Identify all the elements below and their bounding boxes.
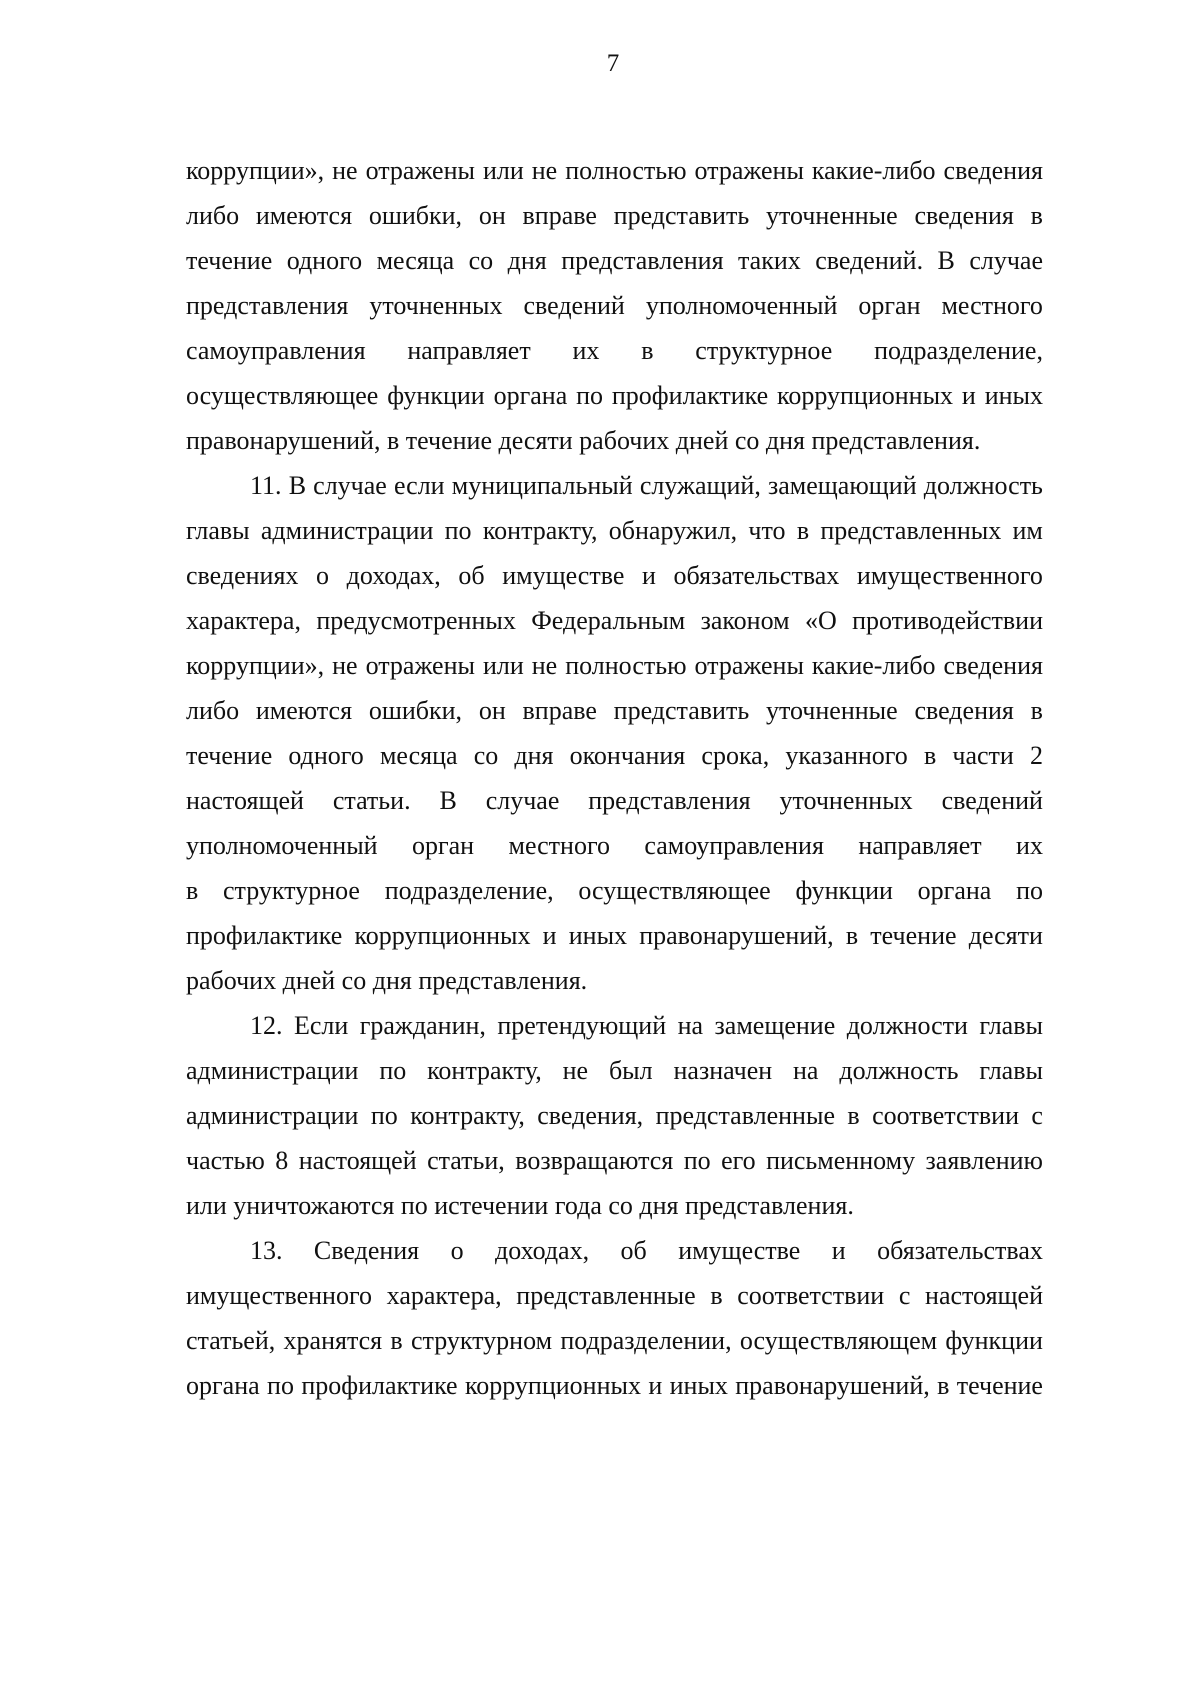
word: претендующий [497, 1011, 667, 1040]
word: предусмотренных [316, 606, 516, 635]
word: одного [286, 246, 363, 275]
word: по [370, 1101, 398, 1130]
word: на [793, 1056, 819, 1085]
word: Сведения [313, 1236, 420, 1265]
word: либо [186, 201, 240, 230]
word: сведений. [815, 246, 924, 275]
word: представления [186, 291, 349, 320]
word: или [482, 156, 524, 185]
word: «О [804, 606, 837, 635]
word: какие-либо [811, 156, 936, 185]
word: в [710, 1281, 723, 1310]
word: течение [870, 921, 957, 950]
word: самоуправления [186, 336, 366, 365]
word: коррупции», [186, 156, 325, 185]
text-line [186, 156, 1043, 186]
word: статьи. [332, 786, 411, 815]
word: их [1016, 831, 1043, 860]
word: представить [613, 696, 750, 725]
word: статьи, [427, 1146, 505, 1175]
word: не [332, 651, 358, 680]
word: Если [293, 1011, 349, 1040]
word: отражены [365, 651, 475, 680]
text-line: или уничтожаются по истечении года со дня представления. [186, 1191, 854, 1220]
text-line [186, 561, 1043, 591]
word: письменному [766, 1146, 916, 1175]
word: администрации [186, 1056, 359, 1085]
word: контракту, [482, 516, 598, 545]
word: иных [984, 381, 1043, 410]
word: В [439, 786, 457, 815]
word: и [542, 921, 557, 950]
word: по [576, 381, 604, 410]
word: он [478, 696, 506, 725]
text-line [186, 741, 1043, 771]
word: представленных [820, 516, 1002, 545]
word: доходах, [346, 561, 441, 590]
text-line [250, 1011, 1043, 1041]
text-line [186, 1326, 1043, 1356]
word: администрации [260, 516, 434, 545]
word: течение [186, 741, 273, 770]
text-line [250, 1236, 1043, 1266]
word: законом [700, 606, 790, 635]
word: что [748, 516, 786, 545]
word: срока, [701, 741, 770, 770]
word: имеются [255, 201, 353, 230]
word: в [937, 1371, 950, 1400]
word: обязательствах [673, 561, 840, 590]
word: хранятся [283, 1326, 383, 1355]
word: сведениях [186, 561, 299, 590]
word: полностью [565, 156, 687, 185]
word: орган [411, 831, 475, 860]
word: в [845, 921, 859, 950]
word: отражены [365, 156, 475, 185]
word: орган [858, 291, 921, 320]
word: иных [669, 1371, 728, 1400]
word: представленные [516, 1281, 696, 1310]
word: имуществе [678, 1236, 801, 1265]
word: не [531, 651, 558, 680]
word: отражены [694, 156, 804, 185]
word: возвращаются [515, 1146, 674, 1175]
word: течение [956, 1371, 1043, 1400]
word: части [952, 741, 1014, 770]
word: должность [839, 1056, 959, 1085]
word: уточненные [765, 201, 898, 230]
word: правонарушений, [735, 1371, 930, 1400]
word: в [847, 1101, 860, 1130]
word: местного [941, 291, 1043, 320]
word: заявлению [925, 1146, 1043, 1175]
word: имеются [255, 696, 353, 725]
word: и [648, 1371, 663, 1400]
word: направляет [407, 336, 531, 365]
word: сведения [914, 201, 1014, 230]
word: в [641, 336, 654, 365]
word: статьей, [186, 1326, 276, 1355]
word: доходах, [494, 1236, 590, 1265]
word: случае [969, 246, 1043, 275]
word: окончания [569, 741, 686, 770]
text-line [186, 201, 1043, 231]
word: структурное [223, 876, 360, 905]
word: гражданин, [359, 1011, 486, 1040]
word: и [641, 561, 656, 590]
word: профилактике [186, 921, 343, 950]
word: в [1030, 696, 1043, 725]
word: должности [846, 1011, 968, 1040]
word: главы [979, 1056, 1043, 1085]
word: уточненных [779, 786, 913, 815]
word: обнаружил, [608, 516, 738, 545]
word: представления [588, 786, 751, 815]
word: соответствии [737, 1281, 885, 1310]
word: по [379, 1056, 407, 1085]
word: уполномоченный [186, 831, 378, 860]
word: органа [493, 381, 568, 410]
word: самоуправления [644, 831, 824, 860]
word: с [898, 1281, 911, 1310]
text-line [186, 921, 1043, 951]
word: замещающий [767, 471, 917, 500]
word: сведения [914, 696, 1014, 725]
word: случае [313, 471, 387, 500]
word: по [444, 516, 472, 545]
word: уточненные [765, 696, 898, 725]
word: с [1031, 1101, 1043, 1130]
page-number: 7 [606, 50, 620, 77]
word: или [482, 651, 524, 680]
word: профилактике [611, 381, 769, 410]
word: контракту, [410, 1101, 525, 1130]
word: правонарушений, [639, 921, 834, 950]
word: местного [508, 831, 610, 860]
word: представления [561, 246, 724, 275]
word: полностью [565, 651, 687, 680]
word: профилактике [301, 1371, 458, 1400]
word: уполномоченный [645, 291, 838, 320]
word: структурном [410, 1326, 553, 1355]
word: 8 [275, 1146, 289, 1175]
text-line [186, 1146, 1043, 1176]
word: коррупционных [464, 1371, 641, 1400]
word: главы [979, 1011, 1043, 1040]
text-line [186, 651, 1043, 681]
word: настоящей [298, 1146, 417, 1175]
word: контракту, [427, 1056, 542, 1085]
word: о [450, 1236, 464, 1265]
word: подразделение, [384, 876, 554, 905]
word: коррупционных [777, 381, 954, 410]
text-line [186, 336, 1043, 366]
word: по [1016, 876, 1043, 905]
word: сведений [523, 291, 625, 320]
word: им [1012, 516, 1043, 545]
word: дня [507, 246, 547, 275]
word: ошибки, [368, 696, 463, 725]
word: либо [186, 696, 240, 725]
word: таких [737, 246, 801, 275]
text-line [186, 1101, 1043, 1131]
word: В [288, 471, 307, 500]
word: не [332, 156, 358, 185]
text-line [186, 606, 1043, 636]
word: какие-либо [811, 651, 936, 680]
word: сведения, [537, 1101, 644, 1130]
word: и [831, 1236, 846, 1265]
word: иных [568, 921, 628, 950]
text-line [186, 516, 1043, 546]
word: по [267, 1371, 294, 1400]
word: коррупционных [354, 921, 531, 950]
text-line [186, 1281, 1043, 1311]
text-line [186, 831, 1043, 861]
text-line [186, 381, 1043, 411]
text-line: правонарушений, в течение десяти рабочих дней со дня представления. [186, 426, 981, 455]
text-line [186, 1056, 1043, 1086]
word: осуществляющее [186, 381, 379, 410]
word: обязательствах [877, 1236, 1043, 1265]
word: не [531, 156, 558, 185]
text-line [186, 696, 1043, 726]
word: назначен [673, 1056, 773, 1085]
word: имуществе [502, 561, 625, 590]
word: на [677, 1011, 704, 1040]
word: в [186, 876, 199, 905]
word: органа [186, 1371, 260, 1400]
word: ошибки, [368, 201, 463, 230]
word: характера, [386, 1281, 502, 1310]
word: течение [186, 246, 273, 275]
text-line [186, 291, 1043, 321]
word: и [961, 381, 976, 410]
word: функции [945, 1326, 1043, 1355]
word: вправе [522, 201, 597, 230]
word: замещение [714, 1011, 836, 1040]
word: подразделении, [560, 1326, 732, 1355]
word: случае [485, 786, 560, 815]
word: о [316, 561, 330, 590]
word: если [393, 471, 445, 500]
word: должность [923, 471, 1043, 500]
word: Федеральным [531, 606, 686, 635]
word: месяца [379, 741, 458, 770]
word: об [458, 561, 485, 590]
word: имущественного [186, 1281, 372, 1310]
word: коррупции», [186, 651, 325, 680]
word: настоящей [186, 786, 304, 815]
word: со [468, 246, 494, 275]
word: осуществляющее [578, 876, 771, 905]
word: 2 [1029, 741, 1043, 770]
word: его [721, 1146, 756, 1175]
text-line [186, 876, 1043, 906]
word: сведений [941, 786, 1043, 815]
text-line [186, 786, 1043, 816]
word: функции [795, 876, 893, 905]
word: одного [288, 741, 364, 770]
word: направляет [858, 831, 982, 860]
word: он [478, 201, 506, 230]
text-line: рабочих дней со дня представления. [186, 966, 588, 995]
text-line [250, 471, 1043, 501]
word: указанного [785, 741, 908, 770]
word: сведения [943, 651, 1043, 680]
word: осуществляющем [739, 1326, 938, 1355]
word: десяти [968, 921, 1043, 950]
word: противодействии [852, 606, 1043, 635]
word: администрации [186, 1101, 359, 1130]
word: соответствии [872, 1101, 1019, 1130]
word: главы [186, 516, 250, 545]
word: характера, [186, 606, 301, 635]
word: по [683, 1146, 711, 1175]
word: отражены [694, 651, 804, 680]
word: в [390, 1326, 403, 1355]
word: их [572, 336, 600, 365]
text-line [186, 1371, 1043, 1401]
word: органа [917, 876, 992, 905]
word: 13. [250, 1236, 283, 1265]
word: был [608, 1056, 653, 1085]
word: об [620, 1236, 647, 1265]
word: представить [613, 201, 750, 230]
word: частью [186, 1146, 265, 1175]
word: сведения [943, 156, 1043, 185]
word: 11. [250, 471, 282, 500]
word: месяца [376, 246, 455, 275]
word: в [1030, 201, 1043, 230]
word: дня [514, 741, 554, 770]
word: со [473, 741, 499, 770]
word: 12. [250, 1011, 283, 1040]
word: настоящей [925, 1281, 1043, 1310]
word: вправе [522, 696, 597, 725]
word: функции [387, 381, 485, 410]
word: не [562, 1056, 589, 1085]
word: муниципальный [451, 471, 633, 500]
word: имущественного [856, 561, 1043, 590]
word: служащий, [639, 471, 761, 500]
word: В [937, 246, 955, 275]
word: в [796, 516, 810, 545]
word: в [923, 741, 937, 770]
word: подразделение, [874, 336, 1043, 365]
word: уточненных [369, 291, 503, 320]
word: представленные [655, 1101, 835, 1130]
text-line [186, 246, 1043, 276]
word: структурное [695, 336, 833, 365]
